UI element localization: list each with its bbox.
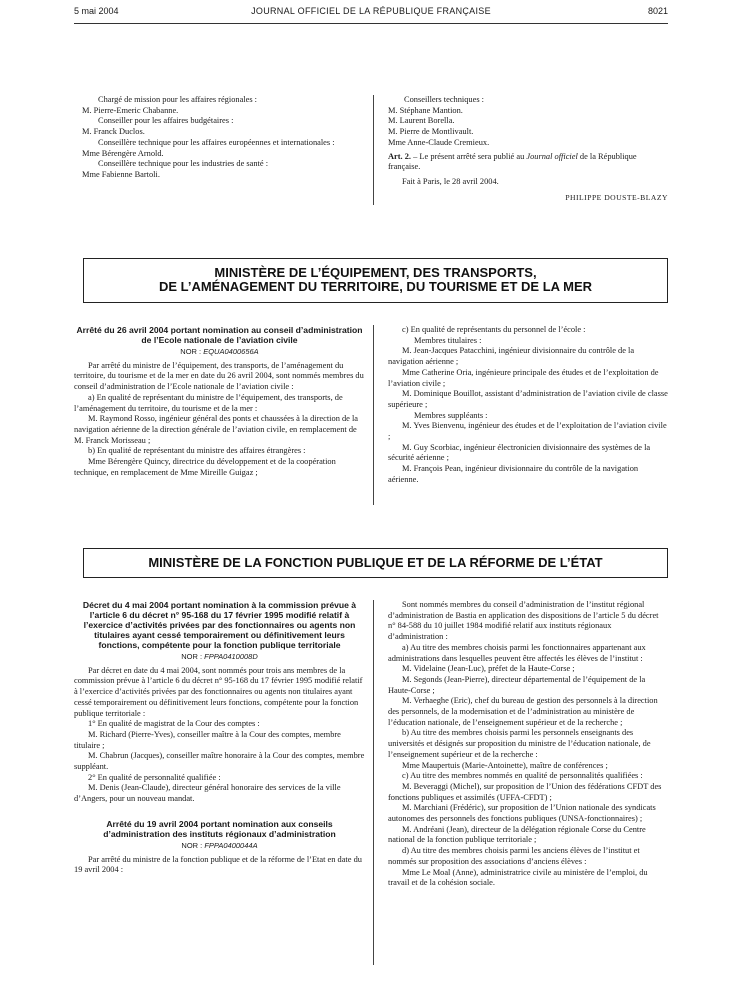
issue-date: 5 mai 2004	[74, 6, 119, 16]
paragraph: Mme Bérengère Quincy, directrice du développement et de la coopération technique, en remplacement de Mme Mireille Guigaz ;	[74, 457, 336, 477]
paragraph: Par décret en date du 4 mai 2004, sont nommés pour trois ans membres de la commission prévue à l’article 6 du décret n° 95-168 du 17 février 1995 modifié relatif à l’exercice d’activités privées par des fonctionnaires ou agents non titulaires ayant cessé temporairement ou définitivement leurs fonctions, compétente pour la fonction publique territoriale :	[74, 665, 363, 718]
paragraph: M. Denis (Jean-Claude), directeur général honoraire des services de la ville d’Angers, pour un nouveau mandat.	[74, 783, 341, 804]
paragraph: 1° En qualité de magistrat de la Cour des comptes :	[88, 719, 260, 729]
decret-title: Décret du 4 mai 2004 portant nomination à la commission prévue à l’article 6 du décret n° 95-168 du 17 février 1995 modifié relatif à l’exercice d’activités privées par des fonctionnaires ou agents non titulaires ayant cessé temporairement ou définitivement leurs fonctions, compétente pour la fonction publique territoriale	[82, 600, 357, 650]
paragraph: Mme Fabienne Bartoli.	[82, 169, 160, 179]
paragraph: M. Videlaine (Jean-Luc), préfet de la Haute-Corse ;	[402, 664, 575, 674]
arrete-1-left	[74, 325, 365, 478]
paragraph: Mme Catherine Oria, ingénieure principale des études et de l’exploitation de l’aviation civile ;	[388, 367, 659, 388]
arrete-1-right-list	[388, 325, 668, 486]
paragraph: 2° En qualité de personnalité qualifiée :	[88, 772, 221, 782]
top-left-list	[82, 95, 364, 181]
top-right-column	[388, 95, 668, 203]
paragraph: b) Au titre des membres choisis parmi les personnels enseignants des universités et désignés sur proposition du ministre de l’éducation nationale, de l’enseignement supérieur et de la recherche :	[388, 728, 651, 759]
paragraph: M. Stéphane Mantion.	[388, 105, 463, 115]
column-divider	[373, 95, 374, 205]
ministry-banner-equipement	[83, 258, 668, 303]
running-header	[74, 6, 668, 20]
paragraph: c) Au titre des membres nommés en qualité de personnalités qualifiées :	[402, 771, 643, 781]
paragraph: M. Raymond Rosso, ingénieur général des ponts et chaussées à la direction de la navigation aérienne de la direction générale de l’aviation civile, en remplacement de M. Franck Morisseau ;	[74, 414, 359, 445]
arrete-2-intro: Par arrêté du ministre de la fonction publique et de la réforme de l’Etat en date du 19 avril 2004 :	[74, 854, 362, 875]
decret-list	[74, 666, 365, 805]
paragraph: Mme Maupertuis (Marie-Antoinette), maître de conférences ;	[402, 760, 608, 770]
header-rule	[74, 23, 668, 24]
paragraph: M. Verhaeghe (Eric), chef du bureau de gestion des personnels à la direction des personnels, de la modernisation et de l’administration au ministère de l’éducation nationale, de l’enseignement supérieur et de la recherche ;	[388, 696, 658, 727]
paragraph: M. Chabrun (Jacques), conseiller maître honoraire à la Cour des comptes, membre suppléant.	[74, 751, 365, 772]
journal-title: JOURNAL OFFICIEL DE LA RÉPUBLIQUE FRANÇAISE	[251, 6, 491, 16]
column-divider	[373, 325, 374, 505]
paragraph: M. Yves Bienvenu, ingénieur des études et de l’exploitation de l’aviation civile ;	[388, 421, 667, 442]
page-number: 8021	[647, 6, 668, 16]
paragraph: M. Laurent Borella.	[388, 116, 455, 126]
paragraph: M. François Pean, ingénieur divisionnaire du contrôle de la navigation aérienne.	[388, 464, 639, 484]
paragraph: Membres suppléants :	[414, 410, 488, 420]
paragraph: Mme Bérengère Arnold.	[82, 148, 164, 158]
paragraph: M. Dominique Bouillot, assistant d’administration de l’aviation civile de classe supérieure ;	[388, 389, 668, 409]
paragraph: M. Marchiani (Frédéric), sur proposition de l’Union nationale des syndicats autonomes des personnels des fonctions publiques (UNSA-fonctionnaires) ;	[388, 803, 656, 824]
paragraph: Membres titulaires :	[414, 335, 482, 345]
top-left-column	[82, 95, 364, 181]
paragraph: a) En qualité de représentant du ministre de l’équipement, des transports, de l’aménagement du territoire, du tourisme et de la mer :	[74, 392, 343, 413]
ministry-banner-fonction-publique	[83, 548, 668, 578]
decret-column	[74, 600, 365, 876]
paragraph: c) En qualité de représentants du personnel de l’école :	[402, 325, 586, 334]
decret-nor: NOR : FPPA0410008D	[181, 652, 258, 661]
arrete-1-title: Arrêté du 26 avril 2004 portant nomination au conseil d’administration de l’Ecole nationale de l’aviation civile	[76, 325, 363, 345]
ministry-line-2: DE L’AMÉNAGEMENT DU TERRITOIRE, DU TOURISME ET DE LA MER	[158, 279, 593, 294]
paragraph: a) Au titre des membres choisis parmi les fonctionnaires appartenant aux administrations dans lesquelles peuvent être affectés les élèves de l’institut :	[388, 642, 646, 663]
signature: PHILIPPE DOUSTE-BLAZY	[565, 192, 668, 202]
paragraph: b) En qualité de représentant du ministre des affaires étrangères :	[88, 446, 306, 456]
paragraph: Conseiller pour les affaires budgétaires :	[98, 116, 234, 126]
paragraph: M. Guy Scorbiac, ingénieur électronicien divisionnaire des systèmes de la sécurité aérienne ;	[388, 442, 651, 463]
paragraph: Sont nommés membres du conseil d’administration de l’institut régional d’administration de Bastia en application des dispositions de l’article 5 du décret n° 84-588 du 10 juillet 1984 modifié relatif aux instituts régionaux d’administration :	[388, 600, 659, 642]
paragraph: Conseillère technique pour les industries de santé :	[98, 159, 269, 169]
ministry-2-line-1: MINISTÈRE DE LA FONCTION PUBLIQUE ET DE LA RÉFORME DE L’ÉTAT	[148, 555, 603, 570]
paragraph: d) Au titre des membres choisis parmi les anciens élèves de l’institut et nommés sur proposition des associations d’anciens élèves :	[388, 846, 640, 866]
paragraph: M. Segonds (Jean-Pierre), directeur départemental de l’équipement de la Haute-Corse ;	[388, 674, 646, 695]
paragraph: Conseillers techniques :	[404, 95, 485, 104]
paragraph: M. Beveraggi (Michel), sur proposition de l’Union des fédérations CFDT des fonctions publiques et assimilés (UFFA-CFDT) ;	[388, 781, 662, 802]
arrete-2-title: Arrêté du 19 avril 2004 portant nomination aux conseils d’administration des instituts régionaux d’administration	[103, 818, 336, 839]
paragraph: M. Franck Duclos.	[82, 127, 145, 137]
paragraph: M. Richard (Pierre-Yves), conseiller maître à la Cour des comptes, membre titulaire ;	[74, 729, 341, 750]
paragraph: Mme Anne-Claude Cremieux.	[388, 137, 490, 147]
article-2: Art. 2. – Le présent arrêté sera publié au Journal officiel de la République française.	[388, 151, 637, 172]
column-divider	[373, 600, 374, 965]
paragraph: M. Pierre de Montlivault.	[388, 127, 474, 137]
arrete-1-nor: NOR : EQUA0400656A	[180, 347, 259, 356]
paragraph: M. Andréani (Jean), directeur de la délégation régionale Corse du Centre national de la fonction publique territoriale ;	[388, 824, 646, 845]
paragraph: Conseillère technique pour les affaires européennes et internationales :	[98, 137, 335, 147]
paragraph: Chargé de mission pour les affaires régionales :	[98, 95, 258, 104]
arrete-2-nor: NOR : FPPA0400044A	[181, 840, 258, 850]
arrete-1-left-list	[74, 361, 365, 479]
paragraph: Par arrêté du ministre de l’équipement, des transports, de l’aménagement du territoire, du tourisme et de la mer en date du 26 avril 2004, sont nommés membres du conseil d’administration de l’Ecole nationale de l’aviation civile :	[74, 360, 364, 392]
arrete-1-right	[388, 325, 668, 486]
arrete-2-right	[388, 600, 668, 889]
arrete-2-right-list	[388, 600, 668, 889]
ministry-line-1: MINISTÈRE DE L’ÉQUIPEMENT, DES TRANSPORTS,	[214, 265, 537, 280]
top-right-list	[388, 95, 668, 149]
paragraph: M. Pierre-Emeric Chabanne.	[82, 105, 179, 115]
fait-a-paris: Fait à Paris, le 28 avril 2004.	[402, 176, 499, 186]
paragraph: Mme Le Moal (Anne), administratrice civile au ministère de l’emploi, du travail et de la cohésion sociale.	[388, 867, 648, 888]
paragraph: M. Jean-Jacques Patacchini, ingénieur divisionnaire du contrôle de la navigation aérienne ;	[388, 346, 635, 367]
